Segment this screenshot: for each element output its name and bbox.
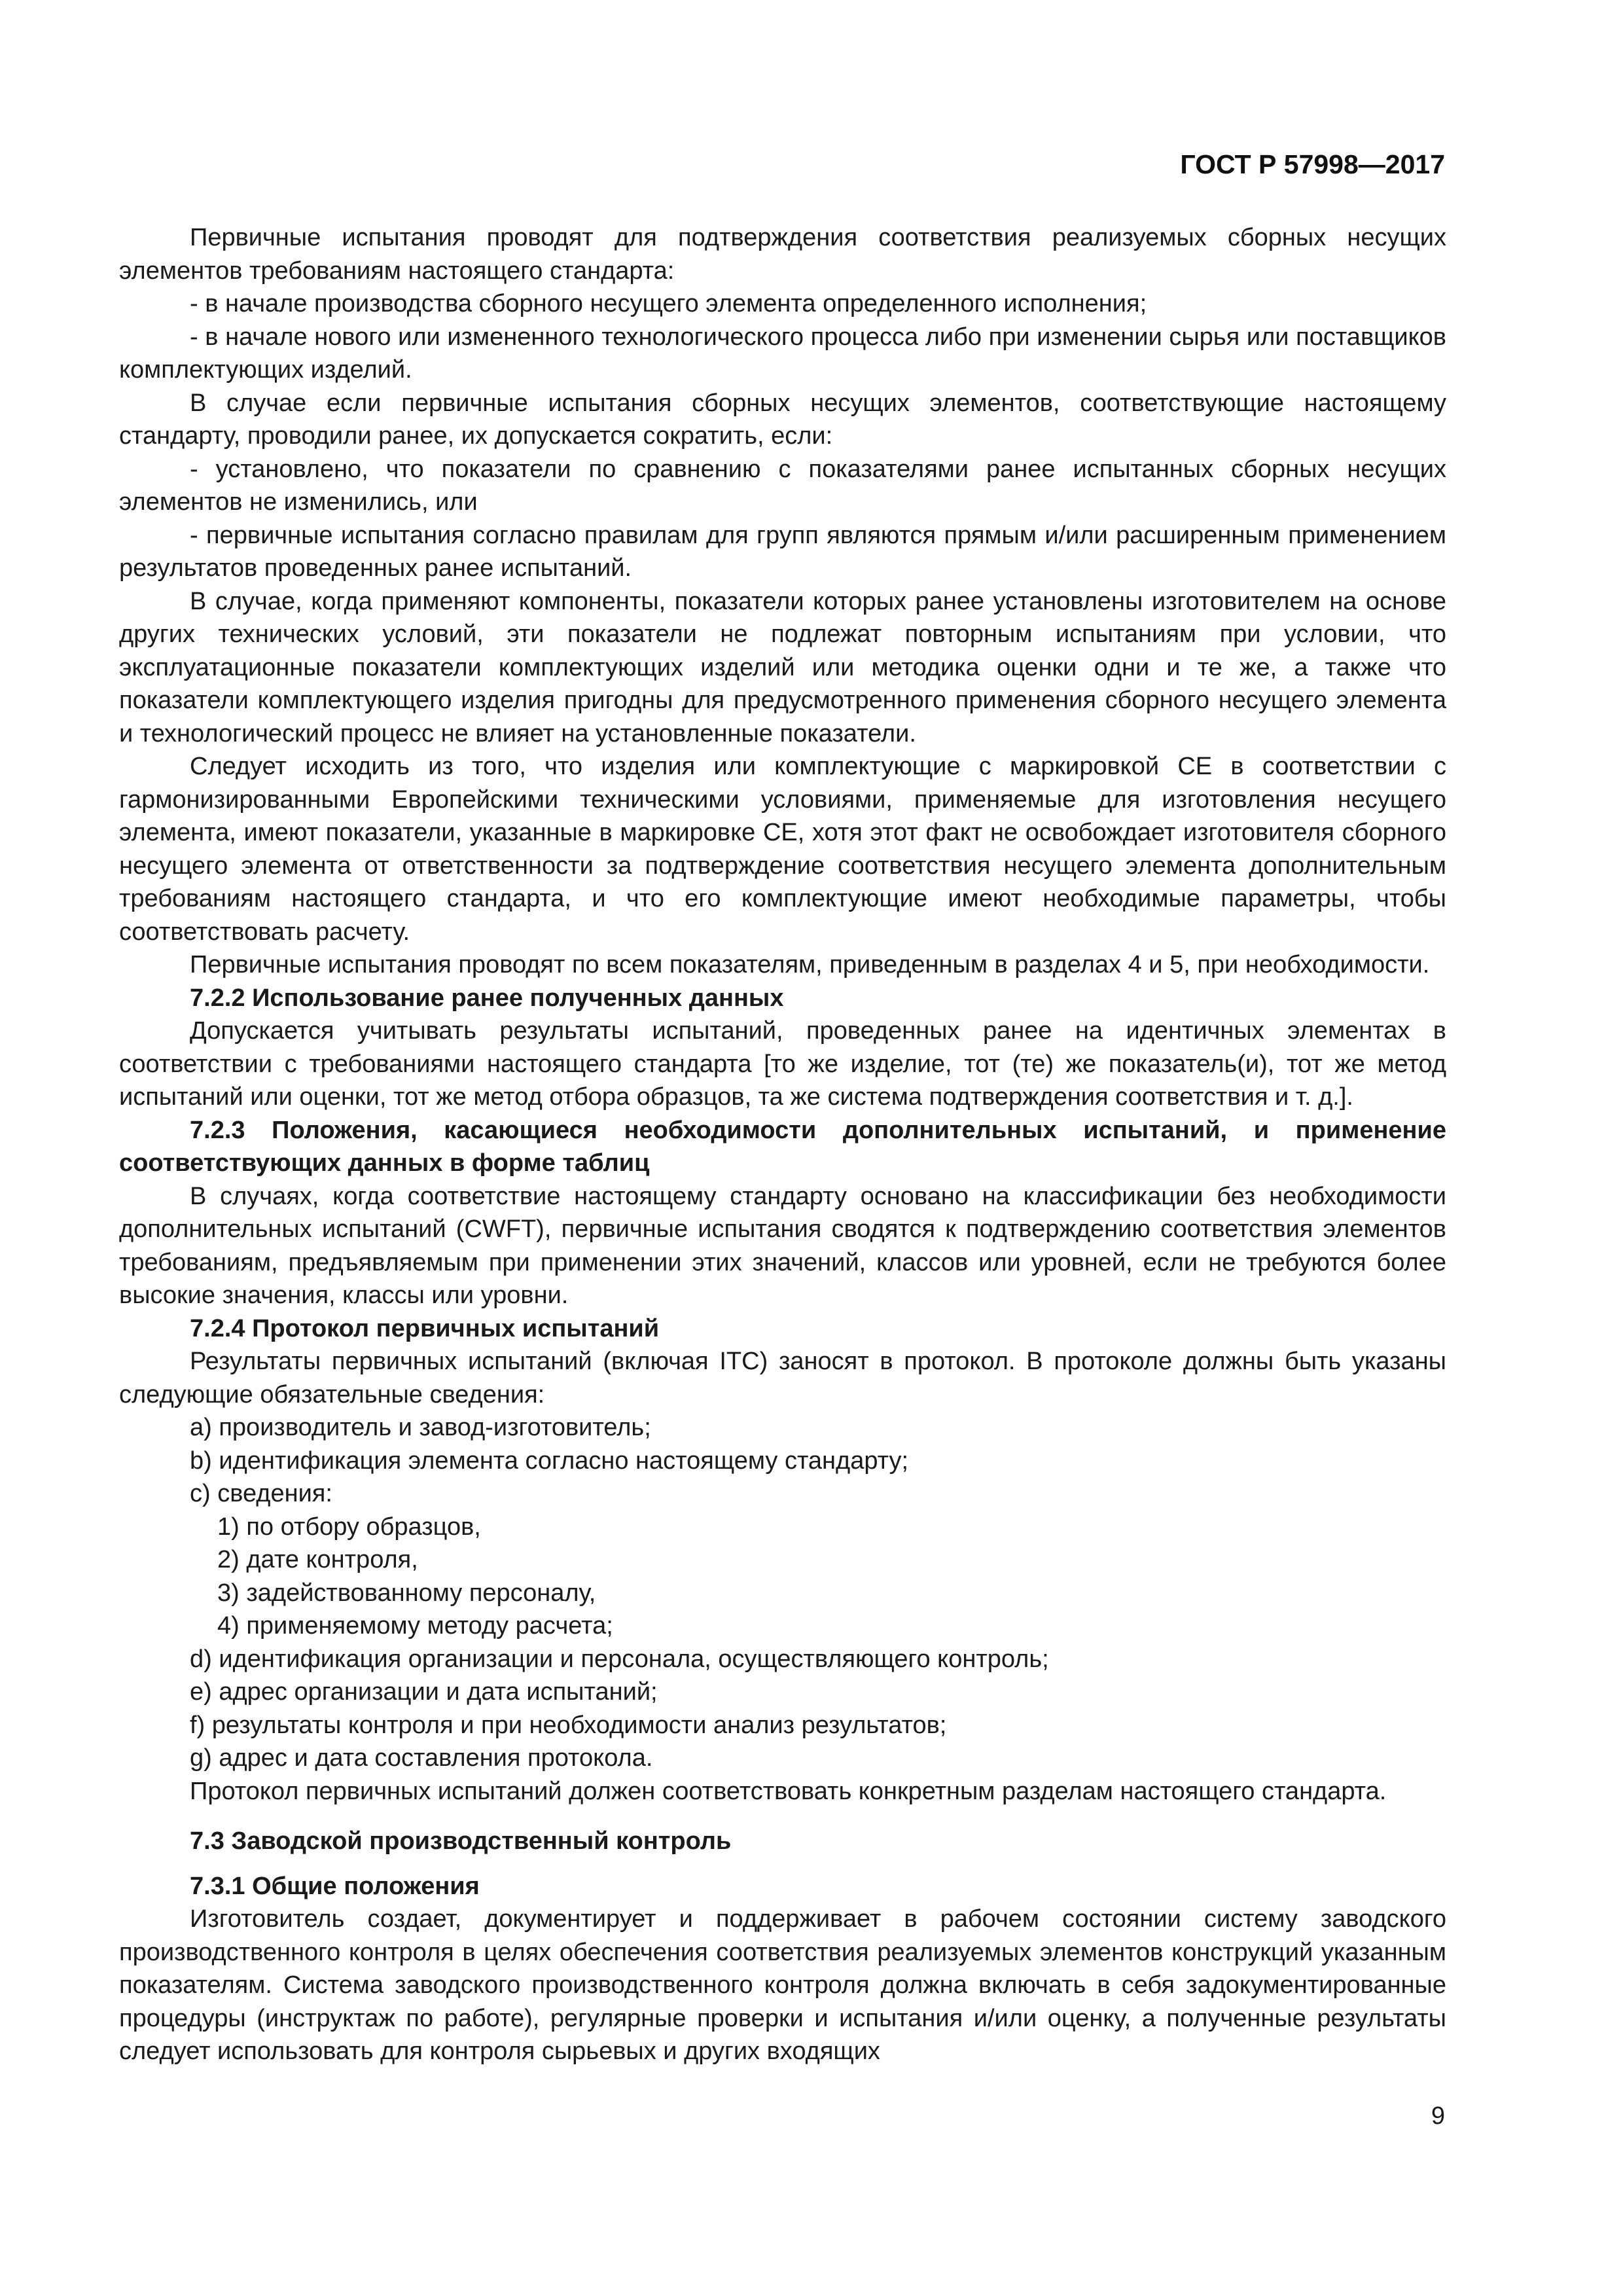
paragraph: Протокол первичных испытаний должен соответствовать конкретным разделам настоящего стандарта. — [190, 1777, 1387, 1805]
section-heading-7-2-4: 7.2.4 Протокол первичных испытаний — [190, 1314, 660, 1342]
paragraph: - в начале производства сборного несущего элемента определенного исполнения; — [190, 290, 1147, 317]
list-item: b) идентификация элемента согласно настоящему стандарту; — [190, 1446, 909, 1475]
list-item: с) сведения: — [190, 1480, 332, 1507]
document-body — [119, 221, 1446, 2068]
list-item: е) адрес организации и дата испытаний; — [190, 1678, 658, 1706]
paragraph: Следует исходить из того, что изделия или комплектующие с маркировкой СЕ в соответствии с гармонизированными Европейскими техническими условиями, применяемые для изготовления несущего элемента, имеют показатели, указанные в маркировке СЕ, хотя этот факт не освобождает изготовителя сборного несущего элемента от ответственности за подтверждение соответствия несущего элемента дополнительным требованиям настоящего стандарта, и что его комплектующие имеют необходимые параметры, чтобы соответствовать расчету. — [119, 753, 1446, 946]
paragraph: Первичные испытания проводят для подтверждения соответствия реализуемых сборных несущих элементов требованиям настоящего стандарта: — [119, 224, 1446, 285]
list-item: f) результаты контроля и при необходимости анализ результатов; — [190, 1711, 947, 1739]
list-item: d) идентификация организации и персонала, осуществляющего контроль; — [190, 1645, 1049, 1673]
paragraph: Допускается учитывать результаты испытаний, проведенных ранее на идентичных элементах в соответствии с требованиями настоящего стандарта [то же изделие, тот (те) же показатель(и), тот же метод испытаний или оценки, тот же метод отбора образцов, та же система подтверждения соответствия и т. д.]. — [119, 1017, 1446, 1111]
paragraph: Первичные испытания проводят по всем показателям, приведенным в разделах 4 и 5, при необходимости. — [190, 951, 1430, 978]
section-heading-7-3: 7.3 Заводской производственный контроль — [190, 1827, 732, 1855]
paragraph: В случае если первичные испытания сборных несущих элементов, соответствующие настоящему стандарту, проводили ранее, их допускается сократить, если: — [119, 389, 1446, 450]
paragraph: В случае, когда применяют компоненты, показатели которых ранее установлены изготовителем на основе других технических условий, эти показатели не подлежат повторным испытаниям при условии, что эксплуатационные показатели комплектующих изделий или методика оценки одни и те же, а также что показатели комплектующего изделия пригодны для предусмотренного применения сборного несущего элемента и технологический процесс не влияет на установленные показатели. — [119, 587, 1446, 747]
paragraph: Изготовитель создает, документирует и поддерживает в рабочем состоянии систему заводского производственного контроля в целях обеспечения соответствия реализуемых элементов конструкций указанным показателям. Система заводского производственного контроля должна включать в себя задокументированные процедуры (инструктаж по работе), регулярные проверки и испытания и/или оценку, а полученные результаты следует использовать для контроля сырьевых и других входящих — [119, 1905, 1446, 2065]
sub-list-item: 4) применяемому методу расчета; — [217, 1612, 613, 1640]
sub-list-item: 2) дате контроля, — [217, 1546, 418, 1573]
section-heading-7-2-2: 7.2.2 Использование ранее полученных данных — [190, 984, 784, 1012]
sub-list-item: 3) задействованному персоналу, — [217, 1579, 596, 1607]
list-item: g) адрес и дата составления протокола. — [190, 1744, 653, 1772]
section-heading-7-2-3: 7.2.3 Положения, касающиеся необходимости дополнительных испытаний, и применение соответствующих данных в форме таблиц — [119, 1116, 1446, 1177]
paragraph: Результаты первичных испытаний (включая ITC) заносят в протокол. В протоколе должны быть указаны следующие обязательные сведения: — [119, 1348, 1446, 1408]
section-heading-7-3-1: 7.3.1 Общие положения — [190, 1872, 480, 1900]
list-item: а) производитель и завод-изготовитель; — [190, 1414, 651, 1441]
document-header: ГОСТ Р 57998—2017 — [1180, 149, 1445, 179]
page-number: 9 — [1431, 2102, 1445, 2130]
paragraph: - в начале нового или измененного технологического процесса либо при изменении сырья или поставщиков комплектующих изделий. — [119, 323, 1446, 384]
sub-list-item: 1) по отбору образцов, — [217, 1513, 481, 1541]
paragraph: - первичные испытания согласно правилам для групп являются прямым и/или расширенным применением результатов проведенных ранее испытаний. — [119, 521, 1446, 582]
paragraph: В случаях, когда соответствие настоящему стандарту основано на классификации без необходимости дополнительных испытаний (CWFT), первичные испытания сводятся к подтверждению соответствия элементов требованиям, предъявляемым при применении этих значений, классов или уровней, если не требуются более высокие значения, классы или уровни. — [119, 1182, 1446, 1309]
paragraph: - установлено, что показатели по сравнению с показателями ранее испытанных сборных несущих элементов не изменились, или — [119, 455, 1446, 516]
